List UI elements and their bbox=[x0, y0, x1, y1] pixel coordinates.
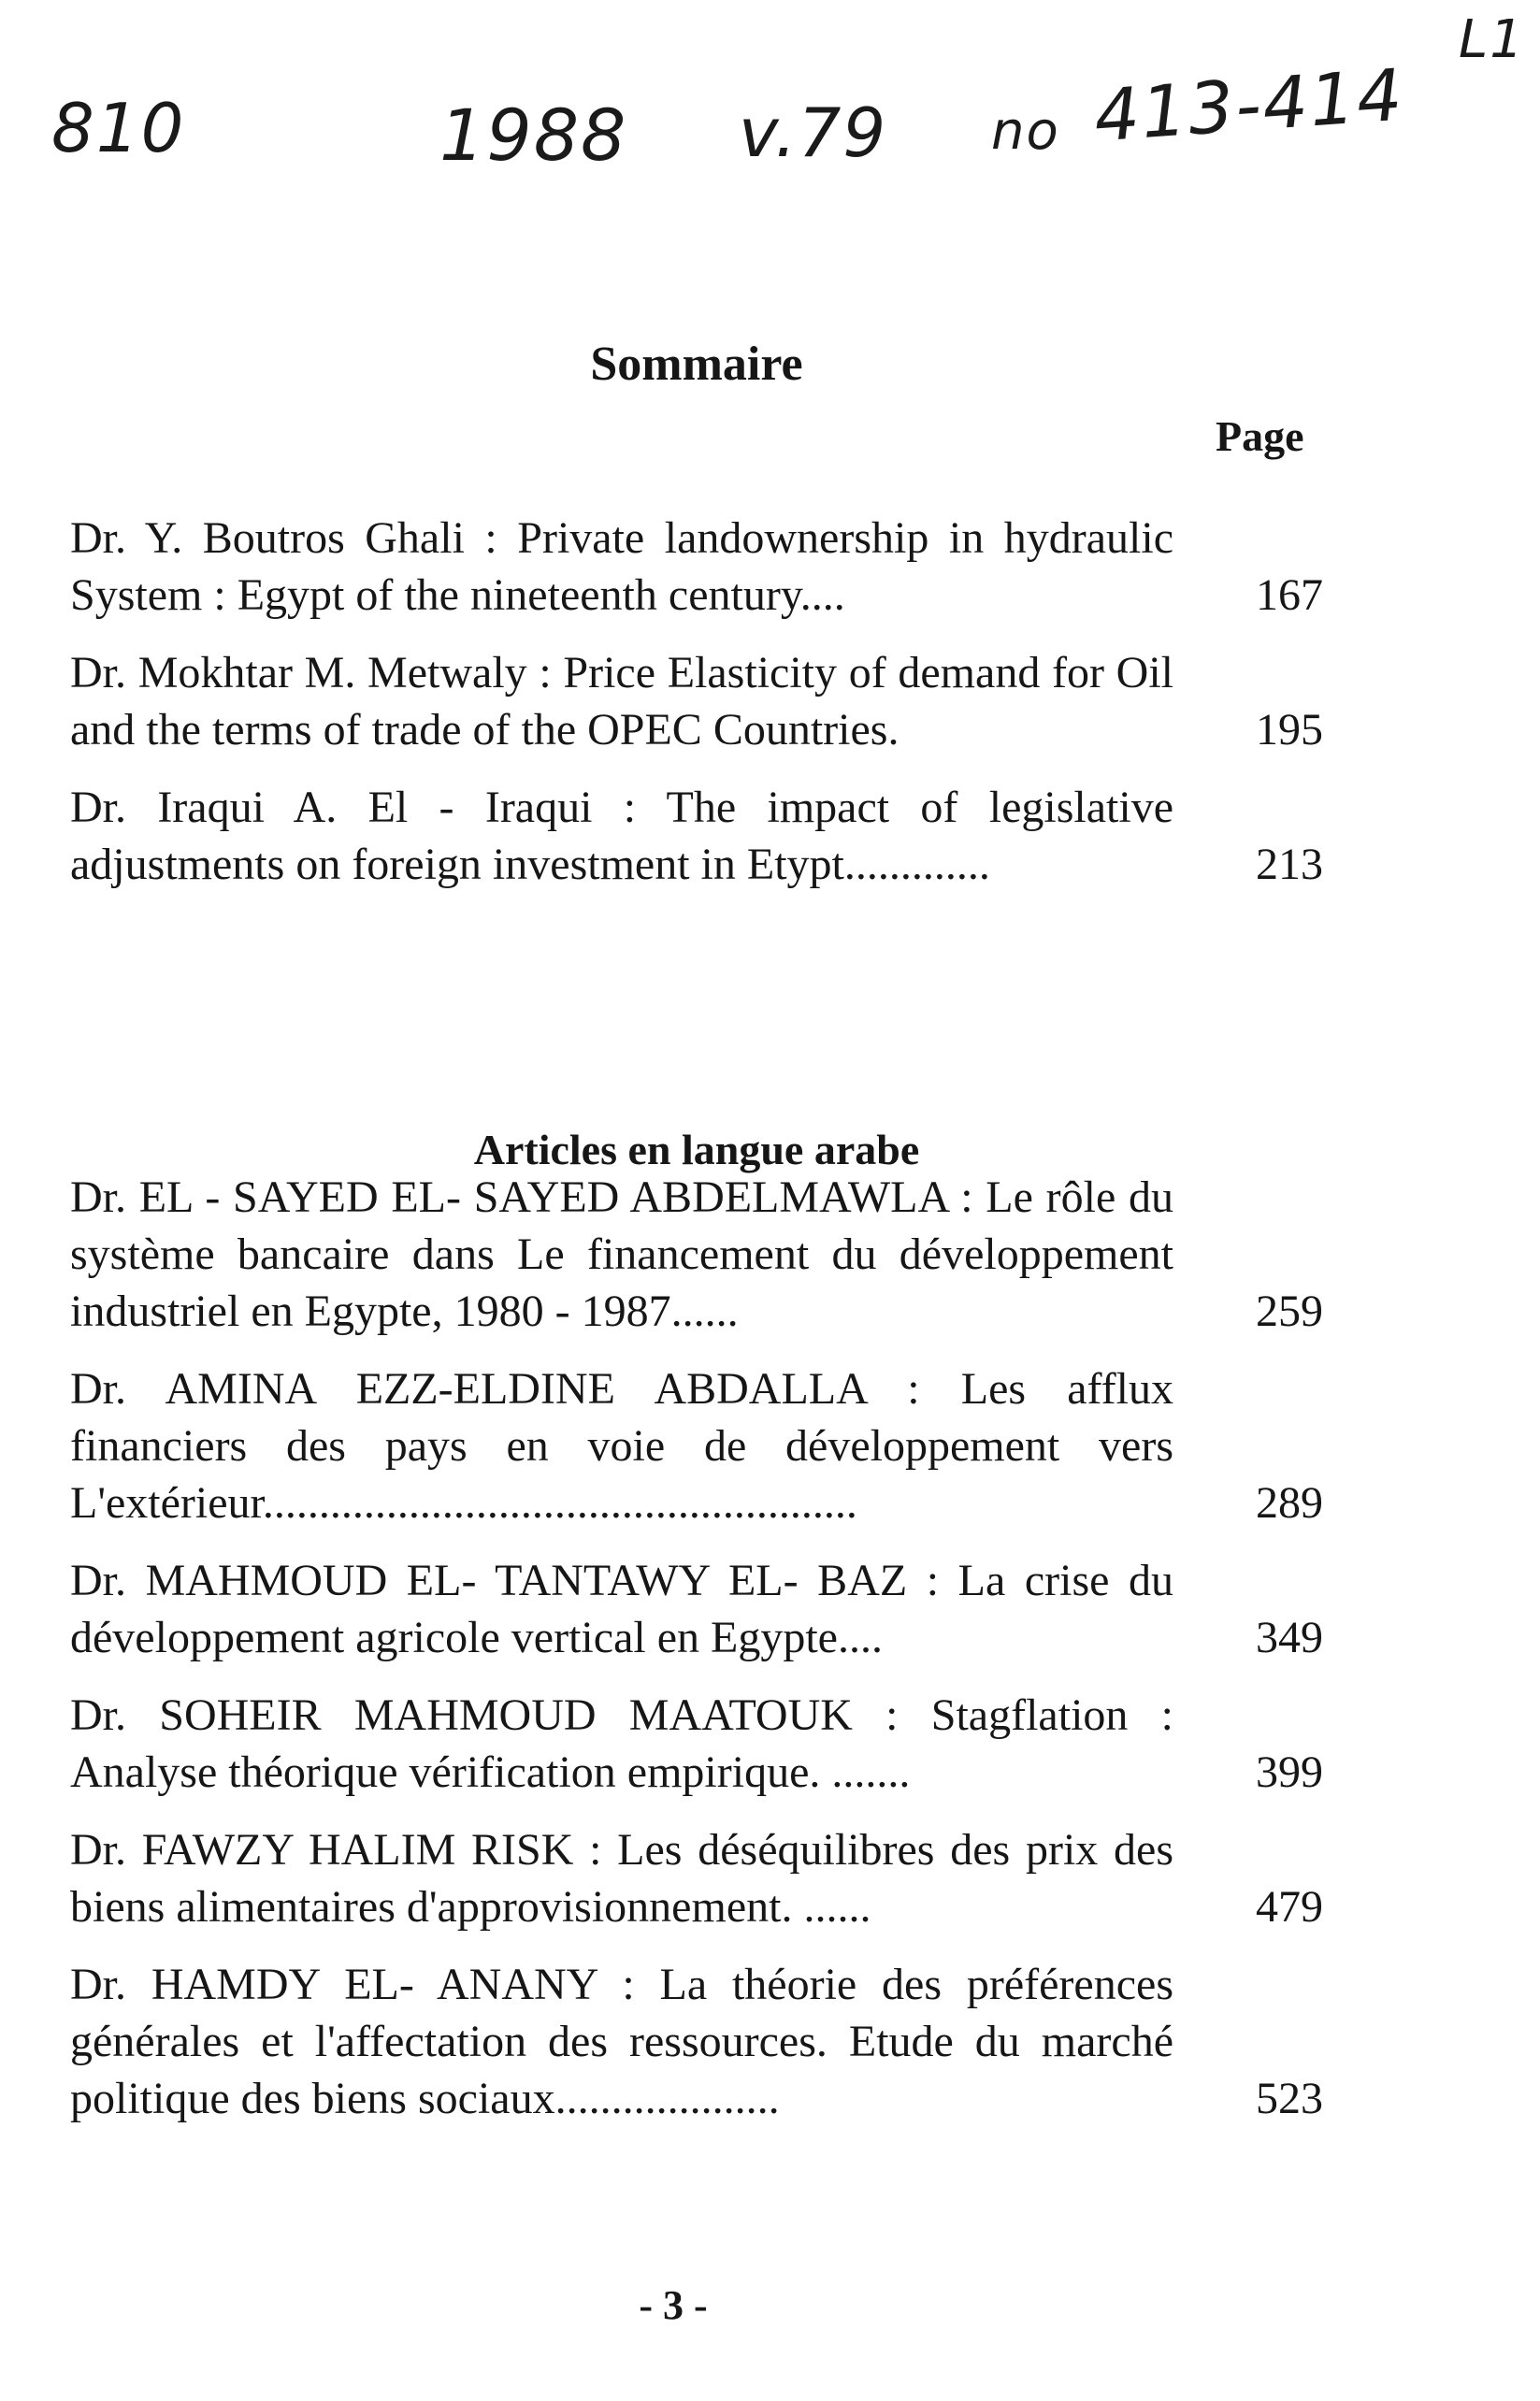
toc-entry bbox=[70, 1552, 1323, 1666]
handwritten-year: 1988 bbox=[439, 93, 628, 177]
toc-entry-text: Dr. HAMDY EL- ANANY : La théorie des préférences générales et l'affectation des ressources. Etude du marché politique des biens sociaux.................... bbox=[70, 1960, 1173, 2123]
toc-entry-page: 289 bbox=[1256, 1478, 1323, 1528]
toc-list-main bbox=[70, 510, 1323, 913]
toc-entry-text: Dr. MAHMOUD EL- TANTAWY EL- BAZ : La crise du développement agricole vertical en Egypte.... bbox=[70, 1556, 1173, 1662]
toc-entry-text: Dr. FAWZY HALIM RISK : Les déséquilibres des prix des biens alimentaires d'approvisionnement. ...... bbox=[70, 1825, 1173, 1932]
section-title-arabic-articles: Articles en langue arabe bbox=[473, 1126, 920, 1174]
page-title: Sommaire bbox=[590, 337, 803, 391]
toc-entry-text: Dr. Y. Boutros Ghali : Private landownership in hydraulic System : Egypt of the nineteenth century.... bbox=[70, 513, 1173, 620]
toc-entry-page: 259 bbox=[1256, 1287, 1323, 1336]
handwritten-corner-mark: L1 bbox=[1459, 9, 1525, 70]
page-column-header: Page bbox=[1216, 412, 1304, 460]
toc-entry bbox=[70, 1687, 1323, 1801]
toc-entry-page: 195 bbox=[1256, 705, 1323, 755]
toc-entry-page: 479 bbox=[1256, 1882, 1323, 1932]
toc-entry-text: Dr. AMINA EZZ-ELDINE ABDALLA : Les afflux financiers des pays en voie de développement vers L'extérieur..................................................... bbox=[70, 1364, 1173, 1528]
toc-entry-page: 523 bbox=[1256, 2074, 1323, 2123]
toc-entry-text: Dr. EL - SAYED EL- SAYED ABDELMAWLA : Le rôle du système bancaire dans Le financement du développement industriel en Egypte, 1980 - 1987...... bbox=[70, 1172, 1173, 1336]
handwritten-shelf-number: 810 bbox=[51, 89, 186, 167]
toc-entry bbox=[70, 1956, 1323, 2127]
toc-entry bbox=[70, 1821, 1323, 1935]
toc-entry bbox=[70, 510, 1323, 624]
toc-entry-page: 167 bbox=[1256, 570, 1323, 620]
toc-entry-page: 349 bbox=[1256, 1613, 1323, 1662]
handwritten-number-label: no bbox=[991, 101, 1060, 162]
toc-entry-page: 213 bbox=[1256, 840, 1323, 889]
toc-entry bbox=[70, 1360, 1323, 1531]
toc-entry-text: Dr. Mokhtar M. Metwaly : Price Elasticity of demand for Oil and the terms of trade of the OPEC Countries. bbox=[70, 648, 1173, 755]
toc-entry-page: 399 bbox=[1256, 1747, 1323, 1797]
handwritten-volume: v.79 bbox=[739, 93, 888, 172]
toc-entry bbox=[70, 779, 1323, 893]
toc-entry-text: Dr. Iraqui A. El - Iraqui : The impact of legislative adjustments on foreign investment in Etypt............. bbox=[70, 783, 1173, 889]
toc-entry bbox=[70, 1169, 1323, 1340]
footer-page-number: - 3 - bbox=[639, 2282, 708, 2328]
handwritten-issue-numbers: 413-414 bbox=[1091, 52, 1407, 158]
toc-entry bbox=[70, 644, 1323, 758]
toc-entry-text: Dr. SOHEIR MAHMOUD MAATOUK : Stagflation : Analyse théorique vérification empirique. ....... bbox=[70, 1690, 1173, 1797]
toc-list-arabic bbox=[70, 1169, 1323, 2148]
